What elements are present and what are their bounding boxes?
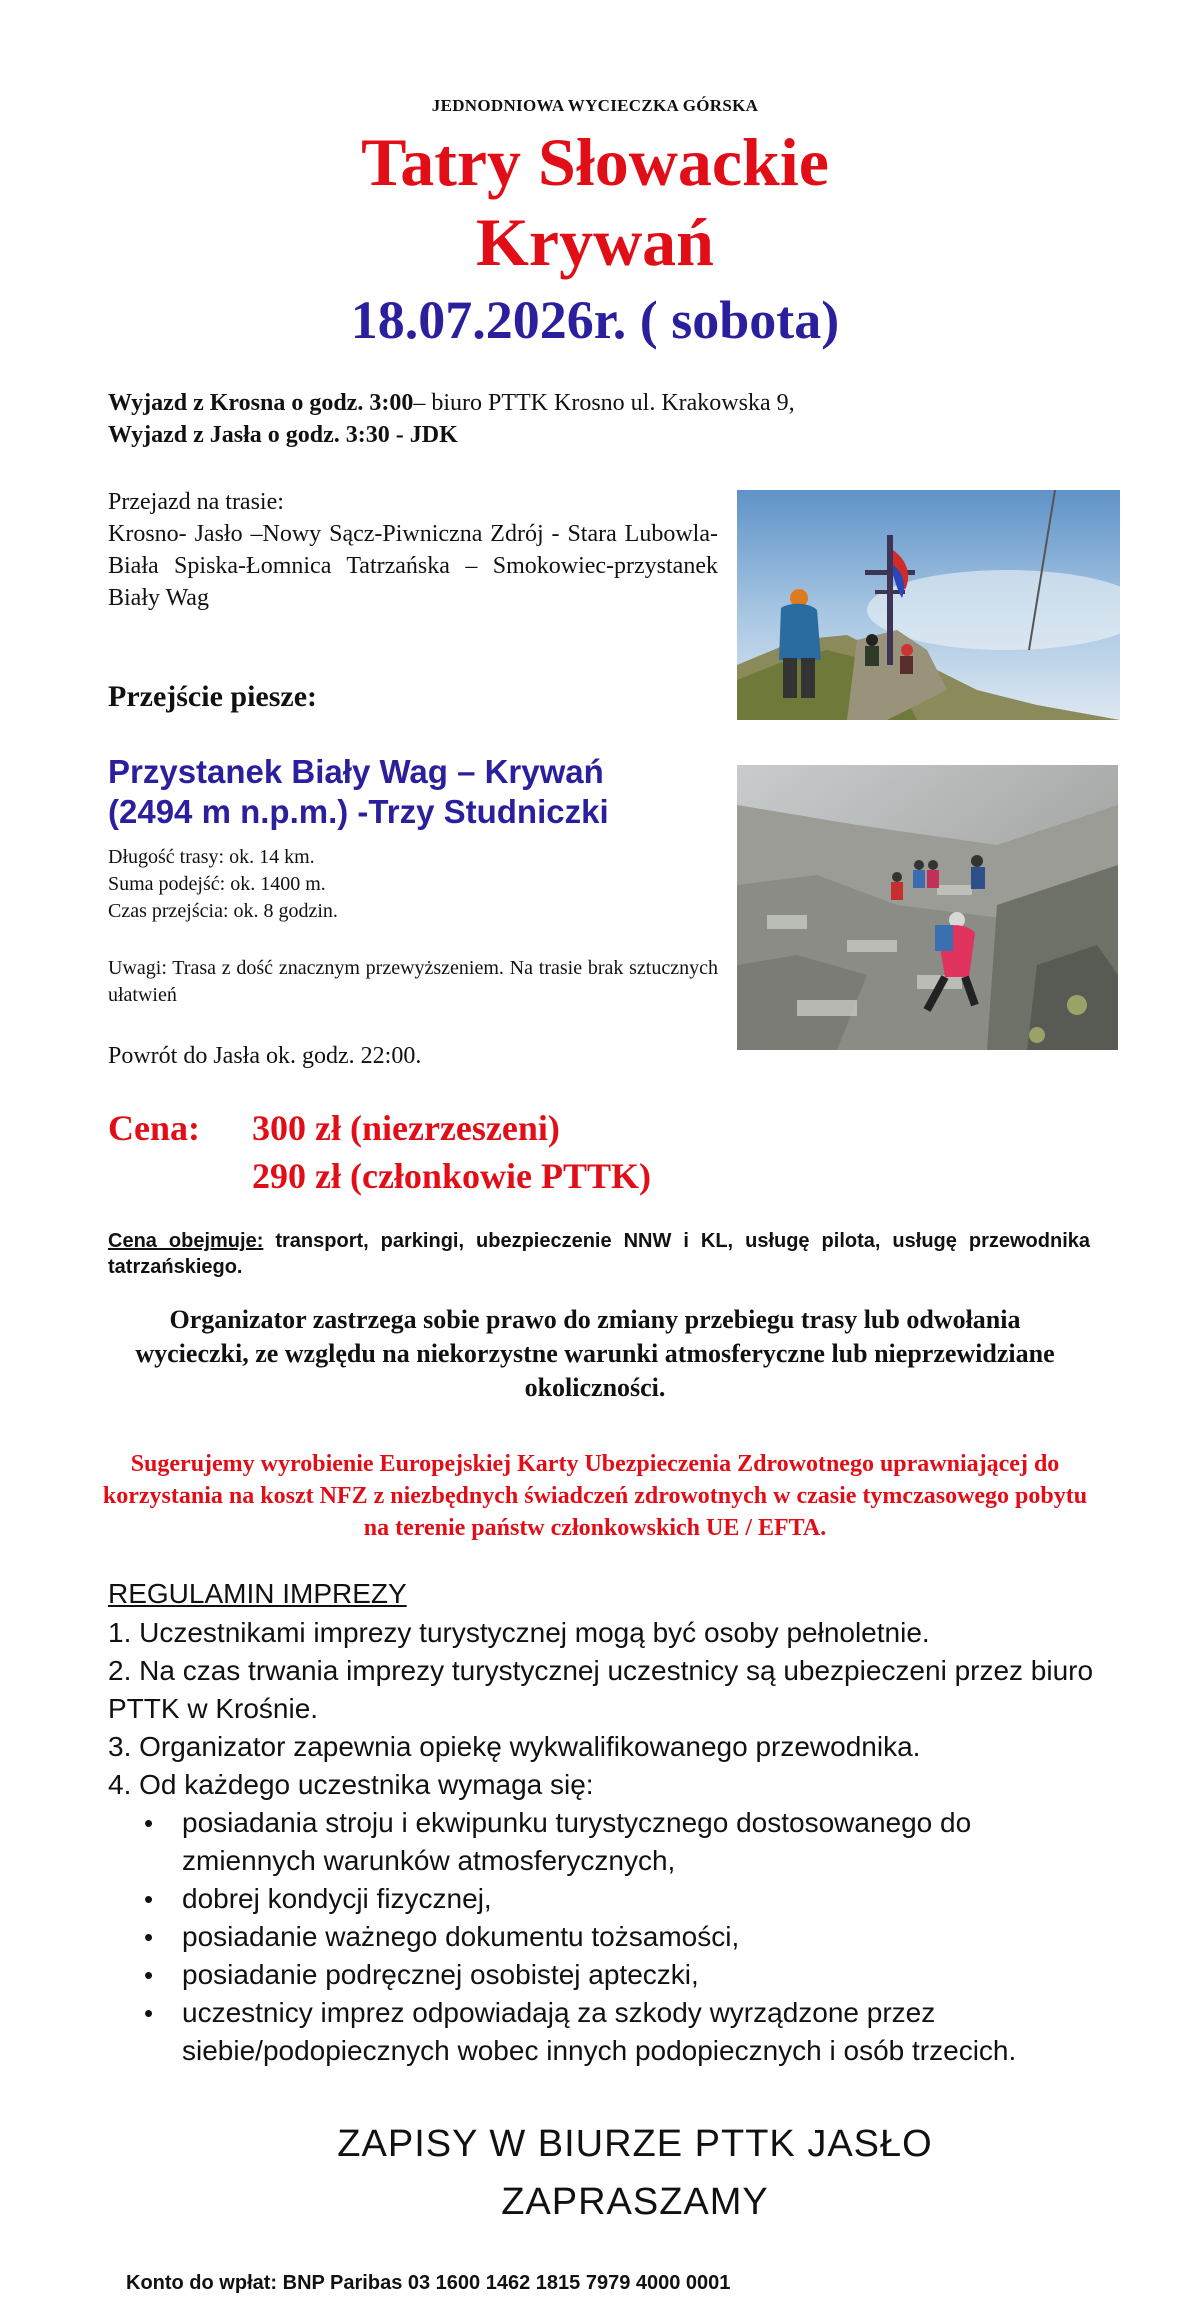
rule-item: 2. Na czas trwania imprezy turystycznej uczestnicy są ubezpieczeni przez biuro PTTK w Krośnie.	[108, 1655, 1094, 1724]
price-includes-label: Cena obejmuje:	[108, 1230, 264, 1252]
trail-elevation: (2494 m n.p.m.) -Trzy Studniczki	[108, 793, 609, 830]
trip-date: 18.07.2026r. ( sobota)	[350, 290, 840, 350]
rule-item: 4. Od każdego uczestnika wymaga się:	[108, 1769, 594, 1800]
departure-krosno-time: Wyjazd z Krosna o godz. 3:00	[108, 390, 414, 416]
trail-length: Długość trasy: ok. 14 km.	[108, 846, 315, 868]
trail-time: Czas przejścia: ok. 8 godzin.	[108, 900, 338, 922]
requirements-list	[140, 1804, 1090, 2070]
price-regular: 300 zł (niezrzeszeni)	[252, 1108, 560, 1148]
departure-krosno-place: – biuro PTTK Krosno ul. Krakowska 9,	[413, 390, 795, 416]
summit-cross-photo	[737, 490, 1120, 720]
hike-heading: Przejście piesze:	[108, 680, 318, 713]
trail-remarks: Uwagi: Trasa z dość znacznym przewyższeniem. Na trasie brak sztucznych ułatwień	[108, 957, 718, 1006]
trail-ascent: Suma podejść: ok. 1400 m.	[108, 873, 326, 895]
bank-account: Konto do wpłat: BNP Paribas 03 1600 1462 1815 7979 4000 0001	[126, 2272, 731, 2294]
signup-info: ZAPISY W BIURZE PTTK JASŁO	[337, 2123, 933, 2165]
page-title: Tatry Słowackie	[361, 124, 829, 200]
welcome-text: ZAPRASZAMY	[501, 2181, 769, 2223]
ehic-suggestion: Sugerujemy wyrobienie Europejskiej Karty Ubezpieczenia Zdrowotnego uprawniającej do korzystania na koszt NFZ z niezbędnych świadczeń zdrowotnych w czasie tymczasowego pobytu na terenie państw członkowskich UE / EFTA.	[102, 1451, 1088, 1541]
organizer-note: Organizator zastrzega sobie prawo do zmiany przebiegu trasy lub odwołania wycieczki, ze względu na niekorzystne warunki atmosferyczne lub nieprzewidziane okoliczności.	[135, 1305, 1055, 1402]
page-title-peak: Krywań	[476, 204, 714, 280]
price-includes	[108, 1228, 1090, 1280]
price-includes-text: transport, parkingi, ubezpieczenie NNW i KL, usługę pilota, usługę przewodnika tatrzańskiego.	[108, 1230, 1090, 1278]
requirement-item: • posiadanie podręcznej osobistej apteczki,	[140, 1956, 1090, 1994]
requirement-item: • posiadanie ważnego dokumentu tożsamości,	[140, 1918, 1090, 1956]
rule-item: 3. Organizator zapewnia opiekę wykwalifikowanego przewodnika.	[108, 1731, 921, 1762]
requirement-item: • uczestnicy imprez odpowiadają za szkody wyrządzone przez siebie/podopiecznych wobec innych podopiecznych i osób trzecich.	[140, 1994, 1090, 2070]
departure-krosno	[108, 387, 795, 419]
price-label: Cena:	[108, 1108, 200, 1148]
route-text: Krosno- Jasło –Nowy Sącz-Piwniczna Zdrój - Stara Lubowla- Biała Spiska-Łomnica Tatrzańska – Smokowiec-przystanek Biały Wag	[108, 521, 718, 611]
requirement-item: • posiadania stroju i ekwipunku turystycznego dostosowanego do zmiennych warunków atmosferycznych,	[140, 1804, 1090, 1880]
route-heading: Przejazd na trasie:	[108, 489, 284, 515]
rule-item: 1. Uczestnikami imprezy turystycznej mogą być osoby pełnoletnie.	[108, 1617, 930, 1648]
trail-name: Przystanek Biały Wag – Krywań	[108, 753, 604, 790]
requirement-item: • dobrej kondycji fizycznej,	[140, 1880, 1090, 1918]
route-section	[108, 486, 718, 614]
rules-title: REGULAMIN IMPREZY	[108, 1578, 407, 1609]
departure-jaslo-time: Wyjazd z Jasła o godz. 3:30 - JDK	[108, 422, 458, 448]
event-type-subtitle: JEDNODNIOWA WYCIECZKA GÓRSKA	[431, 96, 759, 115]
departure-jaslo	[108, 419, 458, 451]
return-time: Powrót do Jasła ok. godz. 22:00.	[108, 1043, 422, 1069]
rocky-trail-photo	[737, 765, 1118, 1050]
price-members: 290 zł (członkowie PTTK)	[252, 1156, 651, 1196]
